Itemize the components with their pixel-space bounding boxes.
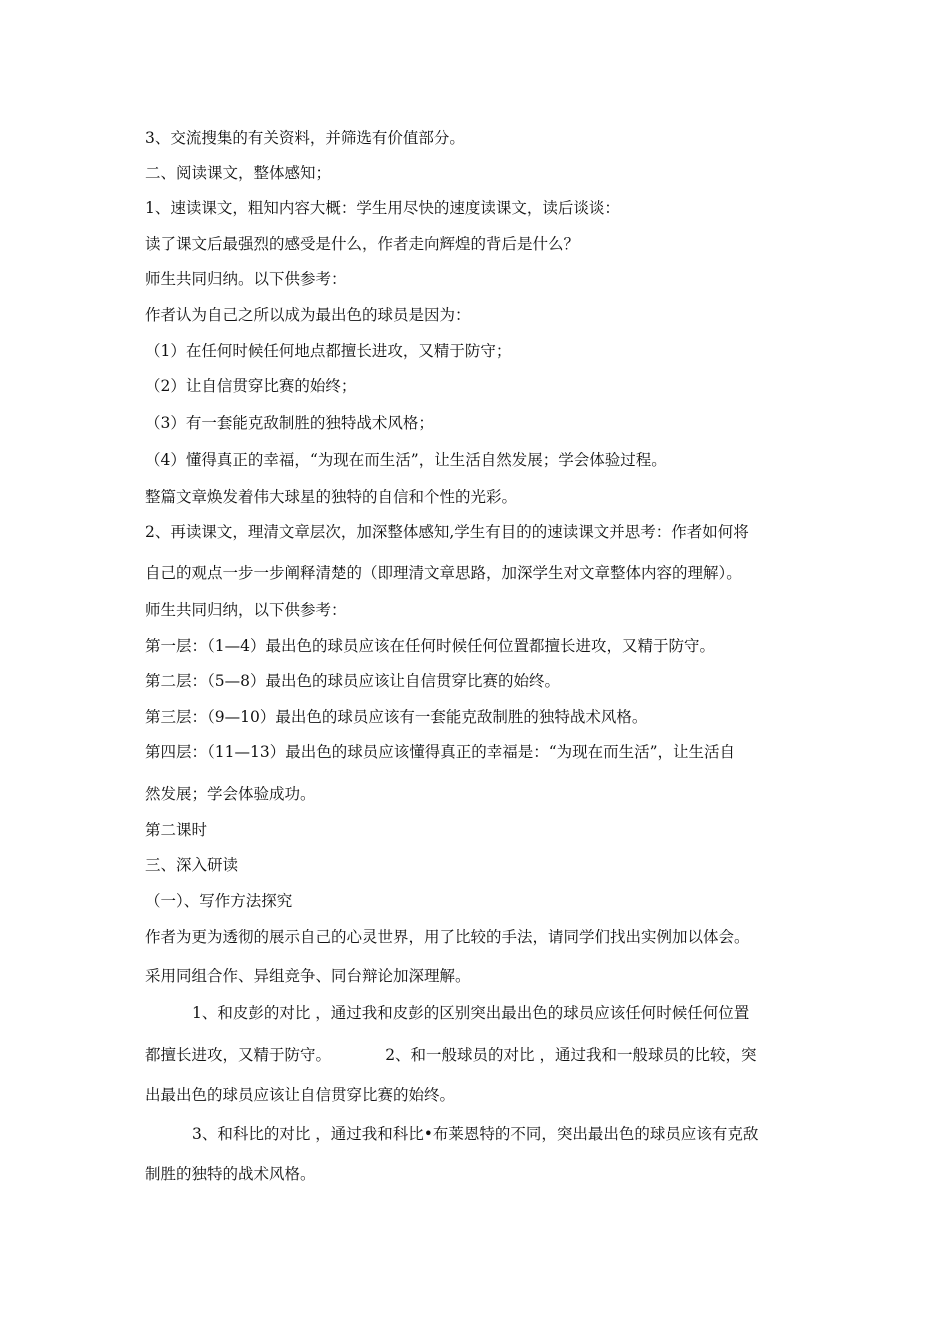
text-line: 师生共同归纳，以下供参考： <box>145 601 347 619</box>
list-item: （1）在任何时候任何地点都擅长进攻，又精于防守； <box>145 342 512 360</box>
text-line: 第三层：（9—10）最出色的球员应该有一套能克敌制胜的独特战术风格。 <box>145 708 648 726</box>
text-line: 3、和科比的对比 ，通过我和科比•布莱恩特的不同，突出最出色的球员应该有克敌 <box>192 1125 759 1143</box>
text-line: 3、交流搜集的有关资料，并筛选有价值部分。 <box>145 129 465 147</box>
text-line: 出最出色的球员应该让自信贯穿比赛的始终。 <box>145 1086 456 1104</box>
text-line: 制胜的独特的战术风格。 <box>145 1165 316 1183</box>
text-line: 自己的观点一步一步阐释清楚的（即理清文章思路，加深学生对文章整体内容的理解）。 <box>145 564 742 582</box>
text-line: 然发展；学会体验成功。 <box>145 785 316 803</box>
section-heading: 第二课时 <box>145 821 208 839</box>
text-line: 作者为更为透彻的展示自己的心灵世界，用了比较的手法，请同学们找出实例加以体会。 <box>145 928 750 946</box>
text-line: 都擅长进攻，又精于防守。 2、和一般球员的对比 ，通过我和一般球员的比较，突 <box>145 1046 757 1064</box>
text-line: 第一层：（1—4）最出色的球员应该在任何时候任何位置都擅长进攻，又精于防守。 <box>145 637 715 655</box>
text-line: 师生共同归纳。以下供参考： <box>145 270 347 288</box>
text-line: 1、速读课文，粗知内容大概：学生用尽快的速度读课文，读后谈谈： <box>145 199 620 217</box>
text-line: 第四层：（11—13）最出色的球员应该懂得真正的幸福是：“为现在而生活”，让生活自 <box>145 743 736 761</box>
section-heading: 三、深入研读 <box>145 856 239 874</box>
text-line: 2、再读课文，理清文章层次，加深整体感知,学生有目的的速读课文并思考：作者如何将 <box>145 523 749 541</box>
text-line: 整篇文章焕发着伟大球星的独特的自信和个性的光彩。 <box>145 488 518 506</box>
list-item: （3）有一套能克敌制胜的独特战术风格； <box>145 414 434 432</box>
section-heading: 二、阅读课文，整体感知； <box>145 164 332 182</box>
list-item: （2）让自信贯穿比赛的始终； <box>145 377 357 395</box>
text-line: 作者认为自己之所以成为最出色的球员是因为： <box>145 306 471 324</box>
text-line: 采用同组合作、异组竞争、同台辩论加深理解。 <box>145 967 471 985</box>
text-line: 1、和皮彭的对比 ，通过我和皮彭的区别突出最出色的球员应该任何时候任何位置 <box>192 1004 750 1022</box>
text-line: 读了课文后最强烈的感受是什么，作者走向辉煌的背后是什么？ <box>145 235 580 253</box>
subsection-heading: （一）、写作方法探究 <box>145 892 293 910</box>
list-item: （4）懂得真正的幸福，“为现在而生活”，让生活自然发展；学会体验过程。 <box>145 451 667 469</box>
text-line: 第二层：（5—8）最出色的球员应该让自信贯穿比赛的始终。 <box>145 672 560 690</box>
